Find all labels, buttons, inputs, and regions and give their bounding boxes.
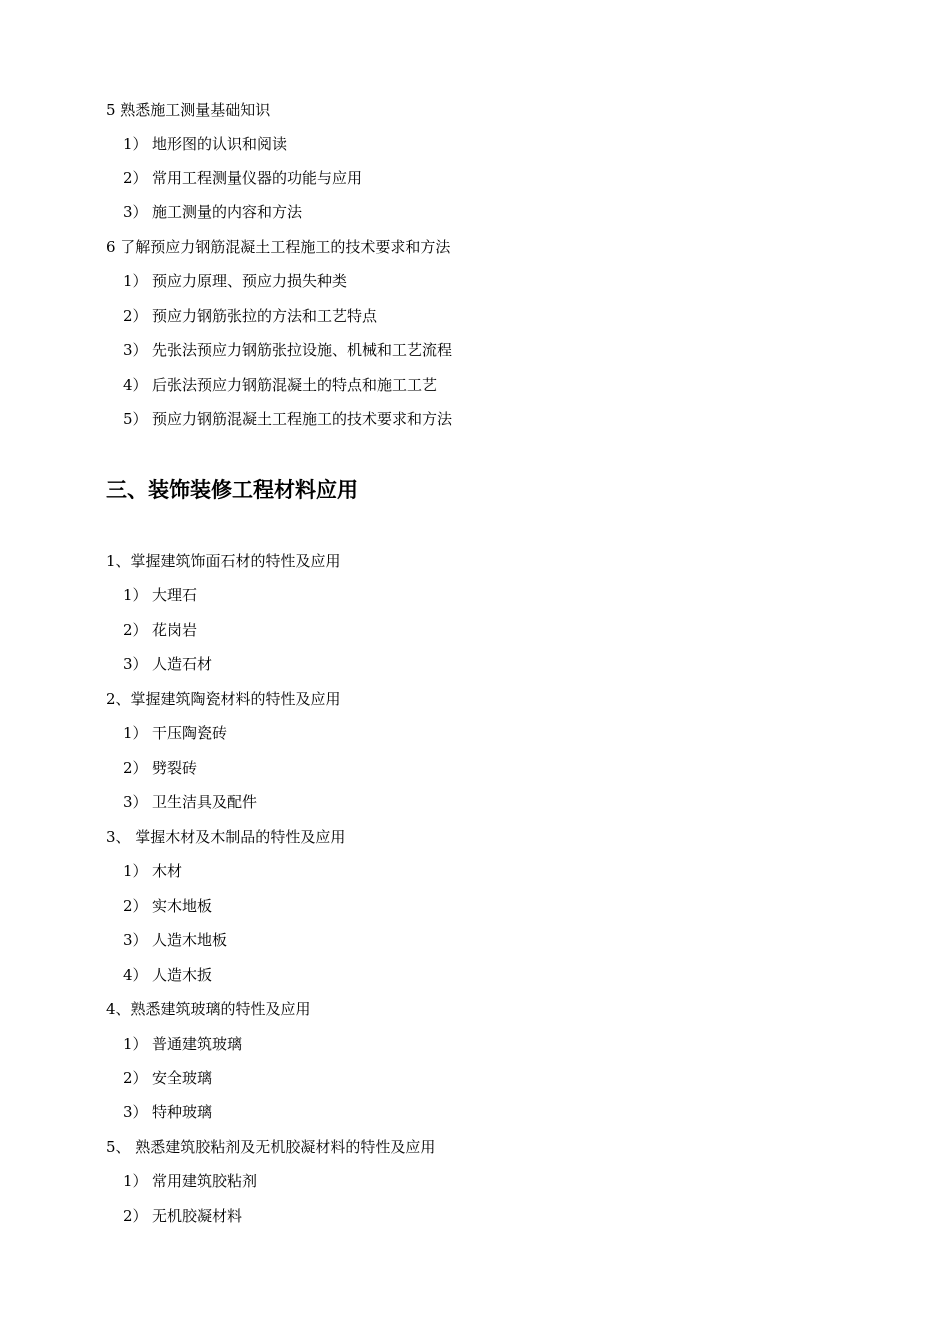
item-text: 普通建筑玻璃 xyxy=(152,1035,243,1053)
list-item xyxy=(123,654,212,674)
item-number: 4） xyxy=(123,966,148,984)
item-text: 花岗岩 xyxy=(152,621,198,639)
item-text: 预应力原理、预应力损失种类 xyxy=(152,272,348,290)
item-text: 常用建筑胶粘剂 xyxy=(152,1172,258,1190)
item-text: 后张法预应力钢筋混凝土的特点和施工工艺 xyxy=(152,376,438,394)
section-title: 4、熟悉建筑玻璃的特性及应用 xyxy=(106,1000,311,1018)
item-text: 施工测量的内容和方法 xyxy=(152,203,303,221)
item-number: 2） xyxy=(123,621,148,639)
item-text: 劈裂砖 xyxy=(152,759,198,777)
list-item xyxy=(123,792,257,812)
item-number: 5） xyxy=(123,410,148,428)
list-item xyxy=(123,723,227,743)
item-text: 安全玻璃 xyxy=(152,1069,213,1087)
section-title: 5、 熟悉建筑胶粘剂及无机胶凝材料的特性及应用 xyxy=(106,1138,436,1156)
section-title: 3、 掌握木材及木制品的特性及应用 xyxy=(106,828,346,846)
item-text: 无机胶凝材料 xyxy=(152,1207,243,1225)
item-number: 2） xyxy=(123,759,148,777)
list-item xyxy=(123,930,227,950)
item-number: 2） xyxy=(123,307,148,325)
item-text: 大理石 xyxy=(152,586,198,604)
item-text: 人造木地板 xyxy=(152,931,228,949)
item-number: 2） xyxy=(123,897,148,915)
item-number: 2） xyxy=(123,169,148,187)
list-item xyxy=(123,861,182,881)
item-text: 特种玻璃 xyxy=(152,1103,213,1121)
item-number: 3） xyxy=(123,341,148,359)
list-item xyxy=(123,965,212,985)
item-number: 1） xyxy=(123,724,148,742)
list-item xyxy=(123,585,197,605)
item-number: 3） xyxy=(123,203,148,221)
item-number: 3） xyxy=(123,931,148,949)
section-title: 1、掌握建筑饰面石材的特性及应用 xyxy=(106,552,341,570)
item-number: 2） xyxy=(123,1207,148,1225)
list-item xyxy=(123,1206,242,1226)
item-number: 1） xyxy=(123,272,148,290)
item-text: 卫生洁具及配件 xyxy=(152,793,258,811)
item-number: 4） xyxy=(123,376,148,394)
item-number: 1） xyxy=(123,1172,148,1190)
list-item xyxy=(123,168,362,188)
item-text: 干压陶瓷砖 xyxy=(152,724,228,742)
item-number: 1） xyxy=(123,135,148,153)
item-text: 预应力钢筋张拉的方法和工艺特点 xyxy=(152,307,378,325)
section-title: 6 了解预应力钢筋混凝土工程施工的技术要求和方法 xyxy=(106,238,451,256)
item-text: 先张法预应力钢筋张拉设施、机械和工艺流程 xyxy=(152,341,453,359)
list-item xyxy=(123,1068,212,1088)
list-item xyxy=(123,1034,242,1054)
item-text: 预应力钢筋混凝土工程施工的技术要求和方法 xyxy=(152,410,453,428)
item-text: 人造石材 xyxy=(152,655,213,673)
section-title: 2、掌握建筑陶瓷材料的特性及应用 xyxy=(106,690,341,708)
list-item xyxy=(123,202,302,222)
section-title: 5 熟悉施工测量基础知识 xyxy=(106,101,271,119)
item-number: 1） xyxy=(123,862,148,880)
item-number: 3） xyxy=(123,655,148,673)
item-text: 实木地板 xyxy=(152,897,213,915)
list-item xyxy=(123,340,452,360)
list-item xyxy=(123,896,212,916)
list-item xyxy=(123,1102,212,1122)
list-item xyxy=(123,758,197,778)
list-item xyxy=(123,134,287,154)
item-text: 地形图的认识和阅读 xyxy=(152,135,288,153)
list-item xyxy=(123,375,437,395)
part-heading: 三、装饰装修工程材料应用 xyxy=(106,478,358,502)
item-number: 3） xyxy=(123,793,148,811)
item-text: 常用工程测量仪器的功能与应用 xyxy=(152,169,363,187)
item-number: 2） xyxy=(123,1069,148,1087)
list-item xyxy=(123,409,452,429)
list-item xyxy=(123,620,197,640)
list-item xyxy=(123,271,347,291)
item-number: 1） xyxy=(123,1035,148,1053)
list-item xyxy=(123,306,377,326)
item-text: 人造木扳 xyxy=(152,966,213,984)
item-number: 3） xyxy=(123,1103,148,1121)
item-text: 木材 xyxy=(152,862,183,880)
item-number: 1） xyxy=(123,586,148,604)
list-item xyxy=(123,1171,257,1191)
